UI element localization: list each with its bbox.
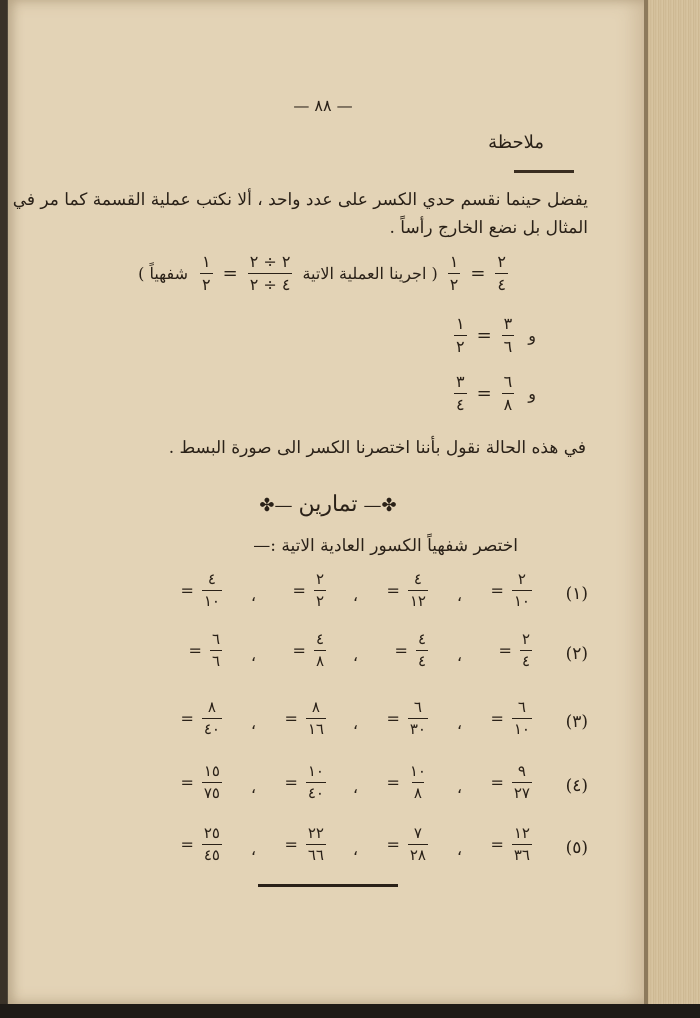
exercise-row [158,826,588,874]
exercise-number: (٣) [565,712,588,732]
exercise-fraction: $\frac{٤}{٤}$ [417,630,426,670]
equals-sign: = [490,581,504,600]
separator-comma: ، [352,714,358,733]
equals-sign: = [180,773,194,792]
equals-sign: = [470,263,486,284]
separator-comma: ، [456,714,462,733]
note-heading: ملاحظة [488,132,544,153]
note-underline [514,170,574,173]
exercise-number: (٥) [565,838,588,858]
exercise-row [158,572,588,620]
exercise-item [395,632,428,669]
equals-sign: = [490,773,504,792]
equals-sign: = [180,835,194,854]
example-operation-fraction: $\frac{٢ \div ٢}{٤ \div ٢}$ [249,252,291,294]
and-row-2 [454,374,536,413]
equals-sign: = [386,709,400,728]
exercise-fraction: $\frac{٢}{١٠}$ [513,570,530,610]
exercise-item [499,632,532,669]
exercise-item [180,572,222,609]
example-paren-text: ( اجرينا العملية الاتية [302,264,438,283]
exercise-item [386,700,428,737]
exercise-item [490,572,532,609]
exercise-number: (١) [565,584,588,604]
exercise-fraction: $\frac{٨}{٤٠}$ [203,698,220,738]
and-word: و [528,326,536,345]
exercise-item [490,700,532,737]
equals-sign: = [476,383,492,404]
exercise-row [158,764,588,812]
page-edges [644,0,700,1018]
separator-comma: ، [250,840,256,859]
ornament-icon: —✤ [259,495,293,516]
separator-comma: ، [250,646,256,665]
and-row-right-fraction: $\frac{٣}{٤}$ [455,372,465,414]
separator-comma: ، [250,778,256,797]
equals-sign: = [490,835,504,854]
exercise-item [490,764,532,801]
equals-sign: = [498,641,512,660]
and-row-left-fraction: $\frac{٣}{٦}$ [503,314,513,356]
exercise-item [490,826,532,863]
separator-comma: ، [456,646,462,665]
exercise-fraction: $\frac{٨}{١٦}$ [307,698,324,738]
exercise-item [386,572,428,609]
book-page [8,0,644,1004]
and-row-1 [454,316,536,355]
exercise-fraction: $\frac{٧}{٢٨}$ [409,824,426,864]
example-row [138,254,508,293]
separator-comma: ، [456,586,462,605]
separator-comma: ، [456,840,462,859]
equals-sign: = [386,835,400,854]
bottom-shadow [0,1004,700,1018]
exercise-item [386,764,428,801]
exercises-instruction: اختصر شفهياً الكسور العادية الاتية :— [253,536,518,556]
exercises-title: ✤—تمارين—✤ [259,492,397,517]
ornament-icon: ✤— [363,495,397,516]
equals-sign: = [188,641,202,660]
exercise-number: (٤) [565,776,588,796]
exercise-row [158,700,588,748]
exercise-fraction: $\frac{٩}{٢٧}$ [513,762,530,802]
page-number: — ٨٨ — [293,96,353,115]
exercise-item [293,572,326,609]
equals-sign: = [284,773,298,792]
exercise-item [180,826,222,863]
equals-sign: = [386,581,400,600]
separator-comma: ، [352,840,358,859]
equals-sign: = [292,581,306,600]
exercise-item [284,826,326,863]
separator-comma: ، [352,586,358,605]
exercise-fraction: $\frac{٢}{٤}$ [521,630,530,670]
example-result-fraction: $\frac{١}{٢}$ [449,252,459,294]
example-left-fraction: $\frac{٢}{٤}$ [497,252,506,294]
equals-sign: = [292,641,306,660]
and-row-left-fraction: $\frac{٦}{٨}$ [503,372,513,414]
conclusion-text: في هذه الحالة نقول بأننا اختصرنا الكسر الى صورة البسط . [168,438,586,458]
exercise-fraction: $\frac{٢}{٢}$ [315,570,324,610]
exercise-fraction: $\frac{٤}{٨}$ [315,630,324,670]
and-word: و [528,384,536,403]
example-paren-end: شفهياً ) [138,264,189,283]
exercise-fraction: $\frac{٢٢}{٦٦}$ [307,824,324,864]
exercise-fraction: $\frac{١٠}{٤٠}$ [307,762,324,802]
equals-sign: = [490,709,504,728]
exercise-fraction: $\frac{٤}{١٢}$ [409,570,426,610]
exercise-item [180,764,222,801]
separator-comma: ، [456,778,462,797]
note-paragraph: يفضل حينما نقسم حدي الكسر على عدد واحد ، ألا نكتب عملية القسمة كما مر في المثال بل نضع الخارج رأساً . [12,190,588,238]
exercise-fraction: $\frac{٤}{١٠}$ [203,570,220,610]
example-operation-result: $\frac{١}{٢}$ [202,252,211,294]
equals-sign: = [394,641,408,660]
equals-sign: = [180,709,194,728]
closing-rule [258,884,398,887]
exercise-fraction: $\frac{١٢}{٣٦}$ [513,824,530,864]
equals-sign: = [180,581,194,600]
exercise-item [284,700,326,737]
exercise-fraction: $\frac{١٥}{٧٥}$ [203,762,220,802]
exercise-item [180,700,222,737]
and-row-right-fraction: $\frac{١}{٢}$ [455,314,465,356]
equals-sign: = [386,773,400,792]
exercise-fraction: $\frac{١٠}{٨}$ [409,762,426,802]
equals-sign: = [284,709,298,728]
separator-comma: ، [352,646,358,665]
separator-comma: ، [250,586,256,605]
exercise-fraction: $\frac{٦}{٣٠}$ [409,698,426,738]
exercise-row [158,632,588,680]
exercise-number: (٢) [565,644,588,664]
separator-comma: ، [352,778,358,797]
equals-sign: = [222,263,238,284]
exercise-fraction: $\frac{٢٥}{٤٥}$ [203,824,220,864]
exercise-item [284,764,326,801]
equals-sign: = [284,835,298,854]
exercise-item [386,826,428,863]
separator-comma: ، [250,714,256,733]
exercise-item [293,632,326,669]
equals-sign: = [476,325,492,346]
exercise-fraction: $\frac{٦}{٦}$ [211,630,220,670]
exercise-item [189,632,222,669]
exercise-fraction: $\frac{٦}{١٠}$ [513,698,530,738]
